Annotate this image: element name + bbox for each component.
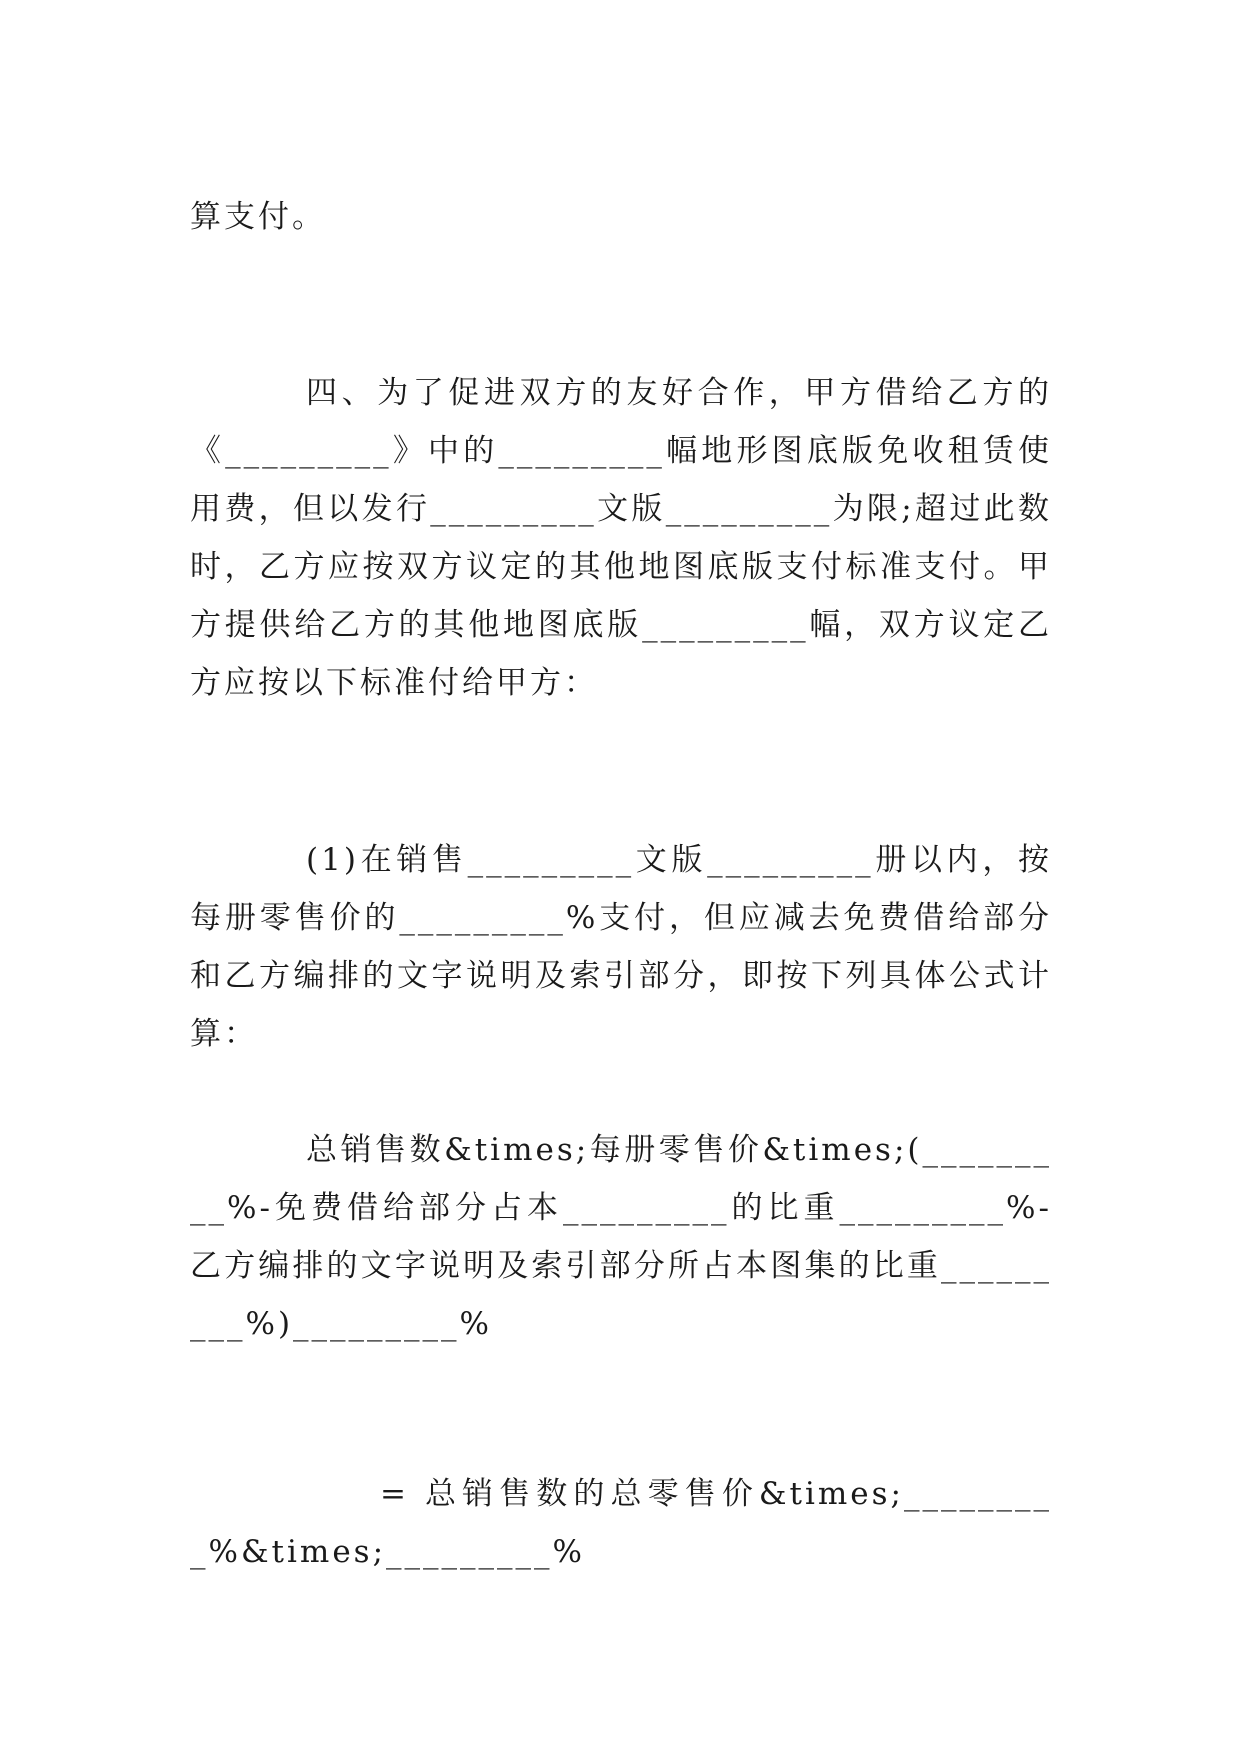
paragraph-continuation: 算支付。 bbox=[190, 199, 326, 235]
paragraph-item-one: (1)在销售_________文版_________册以内，按每册零售价的_________%支付，但应减去免费借给部分和乙方编排的文字说明及索引部分，即按下列具体公式计算： bbox=[190, 842, 1052, 1052]
paragraph-formula: 总销售数&times;每册零售价&times;(_________%-免费借给部分占本_________的比重_________%-乙方编排的文字说明及索引部分所占本图集的比重_________%)_________% bbox=[190, 1132, 1052, 1342]
paragraph-formula-result: = 总销售数的总零售价&times;_________%&times;_________% bbox=[190, 1476, 1052, 1570]
paragraph-clause-four: 四、为了促进双方的友好合作，甲方借给乙方的《_________》中的_________幅地形图底版免收租赁使用费，但以发行_________文版_________为限;超过此数时，乙方应按双方议定的其他地图底版支付标准支付。甲方提供给乙方的其他地图底版_________幅，双方议定乙方应按以下标准付给甲方： bbox=[190, 375, 1052, 701]
